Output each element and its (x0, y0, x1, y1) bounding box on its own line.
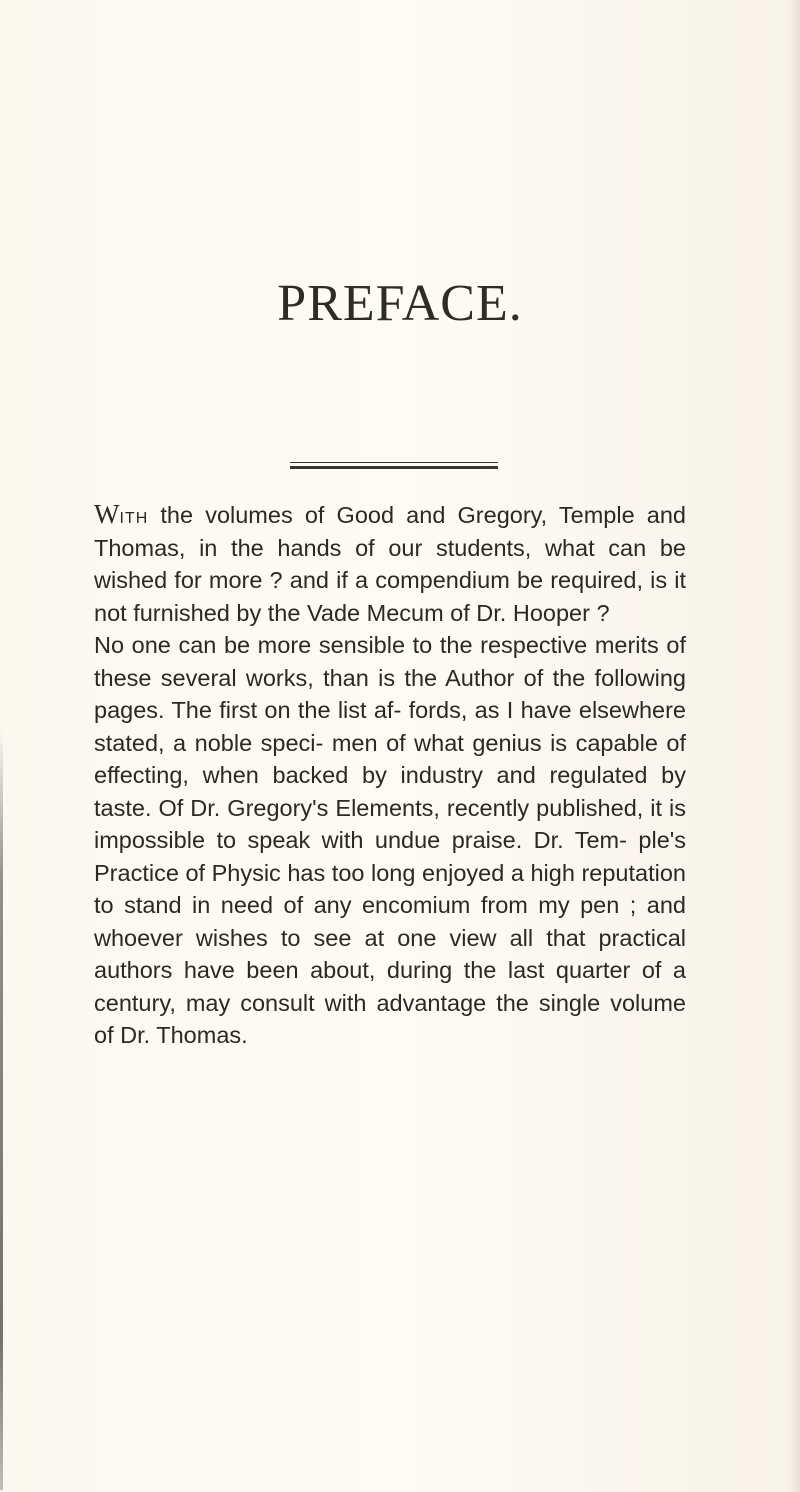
rule-thick-line (290, 466, 498, 469)
paragraph-1-text: the volumes of Good and Gregory, Temple and Thomas, in the hands of our students, what can be wished for more ? and if a compendium be required, is it not furnished by the Vade Mecum of Dr. Hooper ? (94, 502, 686, 626)
lead-initial: W (94, 499, 120, 529)
paragraph-1 (94, 498, 686, 629)
lead-smallcaps: ith (119, 502, 149, 528)
paragraph-2: No one can be more sensible to the respective merits of these several works, than is the Author of the following pages. The first on the list af- fords, as I have elsewhere stated, a noble speci- men of what genius is capable of effecting, when backed by industry and regulated by taste. Of Dr. Gregory's Elements, recently published, it is impossible to speak with undue praise. Dr. Tem- ple's Practice of Physic has too long enjoyed a high reputation to stand in need of any encomium from my pen ; and whoever wishes to see at one view all that practical authors have been about, during the last quarter of a century, may consult with advantage the single volume of Dr. Thomas. (94, 632, 686, 1048)
rule-thin-line (290, 462, 498, 463)
binding-edge-line (0, 730, 3, 1490)
title-rule (290, 462, 498, 471)
page-title: PREFACE. (277, 275, 523, 332)
page-edge-shadow (790, 0, 800, 1492)
body-text (94, 498, 686, 1052)
